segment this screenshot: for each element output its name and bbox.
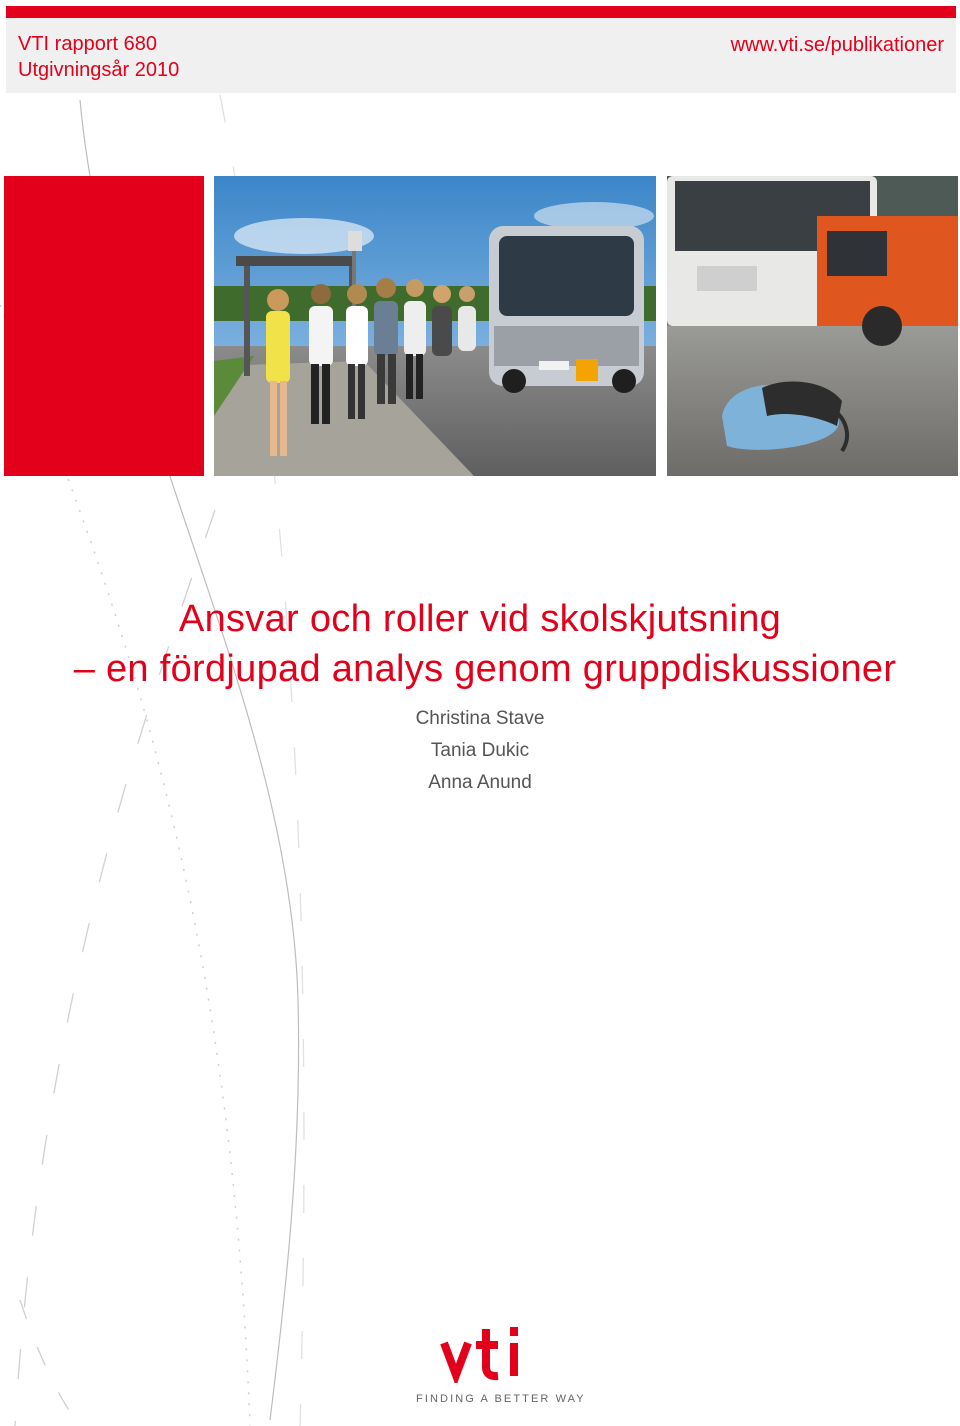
website-link[interactable]: www.vti.se/publikationer xyxy=(730,34,944,56)
report-title: Ansvar och roller vid skolskjutsning xyxy=(178,598,782,640)
bus-stop-children-photo xyxy=(214,176,656,476)
top-red-rule xyxy=(6,6,956,18)
author-name: Anna Anund xyxy=(428,772,532,793)
logo-tagline: FINDING A BETTER WAY xyxy=(416,1393,586,1405)
author-name: Tania Dukic xyxy=(430,740,530,761)
report-number: VTI rapport 680 xyxy=(18,33,157,55)
report-subtitle: – en fördjupad analys genom gruppdiskussioner xyxy=(73,648,897,690)
vti-logo xyxy=(440,1325,524,1383)
red-accent-block xyxy=(4,176,204,476)
backpack-on-road-photo xyxy=(667,176,958,476)
author-name: Christina Stave xyxy=(415,708,545,729)
publication-year: Utgivningsår 2010 xyxy=(18,59,180,81)
